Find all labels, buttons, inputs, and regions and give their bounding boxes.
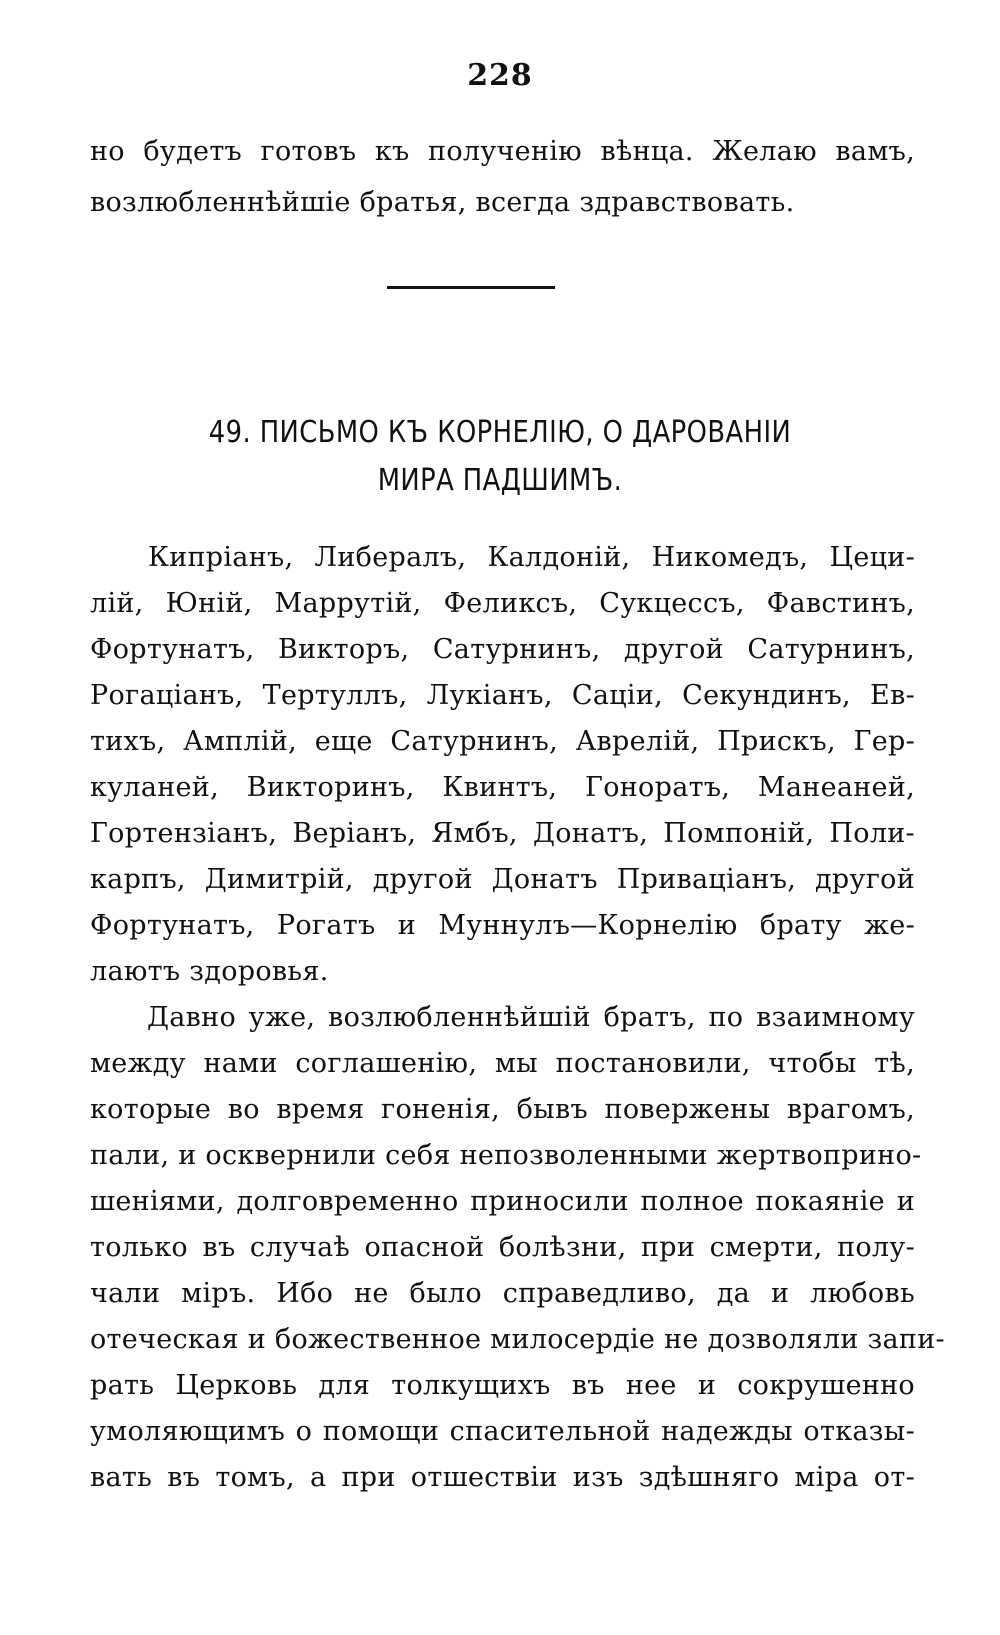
body-line: умоляющимъ о помощи спасительной надежды отказы- (90, 1416, 915, 1447)
salutation-line: Рогаціанъ, Тертуллъ, Лукіанъ, Саціи, Секундинъ, Ев- (90, 680, 915, 711)
salutation-line: куланей, Викторинъ, Квинтъ, Гоноратъ, Манеаней, (90, 772, 915, 803)
body-line: которые во время гоненія, бывъ повержены врагомъ, (90, 1094, 915, 1125)
body-line: шеніями, долговременно приносили полное покаяніе и (90, 1186, 915, 1217)
body-line: между нами соглашенію, мы постановили, чтобы тѣ, (90, 1048, 915, 1079)
body-line: вать въ томъ, а при отшествіи изъ здѣшняго міра от- (90, 1462, 915, 1493)
salutation-line: Фортунатъ, Викторъ, Сатурнинъ, другой Сатурнинъ, (90, 634, 915, 665)
text-line: возлюбленнѣйшіе братья, всегда здравствовать. (90, 187, 795, 218)
salutation-line: лій, Юній, Маррутій, Феликсъ, Сукцессъ, Фавстинъ, (90, 588, 915, 619)
body-line: отеческая и божественное милосердіе не дозволяли запи- (90, 1324, 945, 1355)
salutation-line: Гортензіанъ, Веріанъ, Ямбъ, Донатъ, Помпоній, Поли- (90, 818, 915, 849)
section-divider (387, 286, 555, 289)
salutation-line: тихъ, Амплій, еще Сатурнинъ, Аврелій, Прискъ, Гер- (90, 726, 915, 757)
letter-heading: 49. ПИСЬМО КЪ КОРНЕЛІЮ, О ДАРОВАНІИ (208, 415, 792, 450)
body-line: пали, и осквернили себя непозволенными жертвоприно- (90, 1140, 922, 1171)
body-line: Давно уже, возлюбленнѣйшій братъ, по взаимному (147, 1002, 915, 1033)
body-line: чали міръ. Ибо не было справедливо, да и любовь (90, 1278, 915, 1309)
salutation-line: лаютъ здоровья. (90, 956, 329, 987)
page-number: 228 (467, 58, 533, 93)
body-line: только въ случаѣ опасной болѣзни, при смерти, полу- (90, 1232, 915, 1263)
body-line: рать Церковь для толкущихъ въ нее и сокрушенно (90, 1370, 915, 1401)
salutation-line: Фортунатъ, Рогатъ и Муннулъ—Корнелію брату же- (90, 910, 915, 941)
salutation-line: Кипріанъ, Либералъ, Калдоній, Никомедъ, Цеци- (148, 542, 915, 573)
text-line: но будетъ готовъ къ полученію вѣнца. Желаю вамъ, (90, 136, 915, 167)
letter-heading-continued: МИРА ПАДШИМЪ. (377, 463, 623, 498)
salutation-line: карпъ, Димитрій, другой Донатъ Приваціанъ, другой (90, 864, 915, 895)
